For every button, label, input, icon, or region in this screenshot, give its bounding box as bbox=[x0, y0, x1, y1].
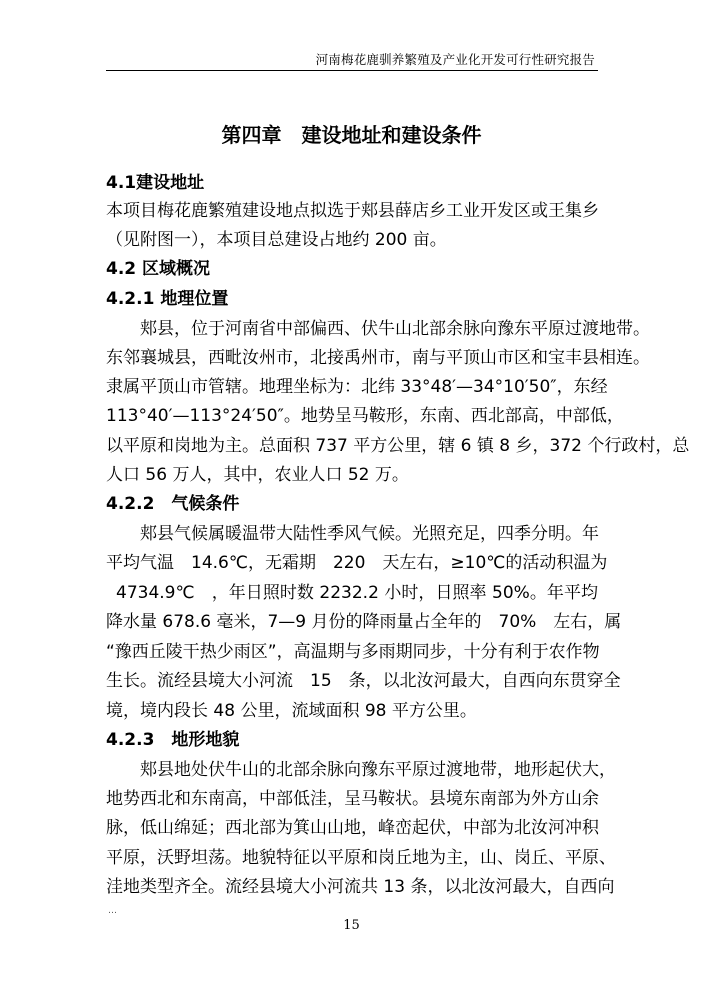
footer-mark: … bbox=[108, 906, 117, 916]
paragraph-line: 4734.9℃ ，年日照时数 2232.2 小时，日照率 50%。年平均 bbox=[116, 583, 598, 603]
paragraph-line: 人口 56 万人，其中，农业人口 52 万。 bbox=[106, 465, 409, 485]
paragraph-line: 平原，沃野坦荡。地貌特征以平原和岗丘地为主，山、岗丘、平原、 bbox=[106, 848, 616, 868]
paragraph-line: 境，境内段长 48 公里，流域面积 98 平方公里。 bbox=[106, 701, 477, 721]
paragraph-line: 降水量 678.6 毫米，7—9 月份的降雨量占全年的 70% 左右，属 bbox=[106, 612, 622, 632]
section-heading-4-2-2: 4.2.2 气候条件 bbox=[106, 494, 240, 514]
page-number: 15 bbox=[343, 918, 360, 933]
paragraph-line: 郏县，位于河南省中部偏西、伏牛山北部余脉向豫东平原过渡地带。 bbox=[140, 319, 650, 339]
header-title: 河南梅花鹿驯养繁殖及产业化开发可行性研究报告 bbox=[315, 52, 595, 67]
section-heading-4-1: 4.1建设地址 bbox=[106, 173, 205, 193]
paragraph-line: 113°40′—113°24′50″。地势呈马鞍形，东南、西北部高，中部低， bbox=[106, 406, 624, 426]
paragraph-line: 洼地类型齐全。流经县境大小河流共 13 条，以北汝河最大，自西向 bbox=[106, 877, 615, 897]
paragraph-line: 本项目梅花鹿繁殖建设地点拟选于郏县薛店乡工业开发区或王集乡 bbox=[106, 201, 599, 221]
chapter-title: 第四章 建设地址和建设条件 bbox=[221, 123, 482, 147]
paragraph-line: 脉，低山绵延；西北部为箕山山地，峰峦起伏，中部为北汝河冲积 bbox=[106, 818, 599, 838]
paragraph-line: 郏县气候属暖温带大陆性季风气候。光照充足，四季分明。年 bbox=[140, 524, 599, 544]
paragraph-line: “豫西丘陵干热少雨区”，高温期与多雨期同步，十分有利于农作物 bbox=[106, 642, 600, 662]
paragraph-line: 平均气温 14.6℃，无霜期 220 天左右，≥10℃的活动积温为 bbox=[106, 553, 608, 573]
paragraph-line: 东邻襄城县，西毗汝州市，北接禹州市，南与平顶山市区和宝丰县相连。 bbox=[106, 348, 650, 368]
paragraph-line: 隶属平顶山市管辖。地理坐标为：北纬 33°48′—34°10′50″，东经 bbox=[106, 377, 608, 397]
paragraph-line: 生长。流经县境大小河流 15 条，以北汝河最大，自西向东贯穿全 bbox=[106, 671, 621, 691]
section-heading-4-2-3: 4.2.3 地形地貌 bbox=[106, 730, 240, 750]
header-divider bbox=[106, 70, 598, 71]
paragraph-line: 郏县地处伏牛山的北部余脉向豫东平原过渡地带，地形起伏大， bbox=[140, 760, 616, 780]
paragraph-line: 以平原和岗地为主。总面积 737 平方公里，辖 6 镇 8 乡，372 个行政村，总 bbox=[106, 436, 690, 456]
paragraph-line: 地势西北和东南高，中部低洼，呈马鞍状。县境东南部为外方山余 bbox=[106, 789, 599, 809]
section-heading-4-2-1: 4.2.1 地理位置 bbox=[106, 289, 229, 309]
section-heading-4-2: 4.2 区域概况 bbox=[106, 259, 211, 279]
paragraph-line: （见附图一），本项目总建设占地约 200 亩。 bbox=[106, 230, 447, 250]
